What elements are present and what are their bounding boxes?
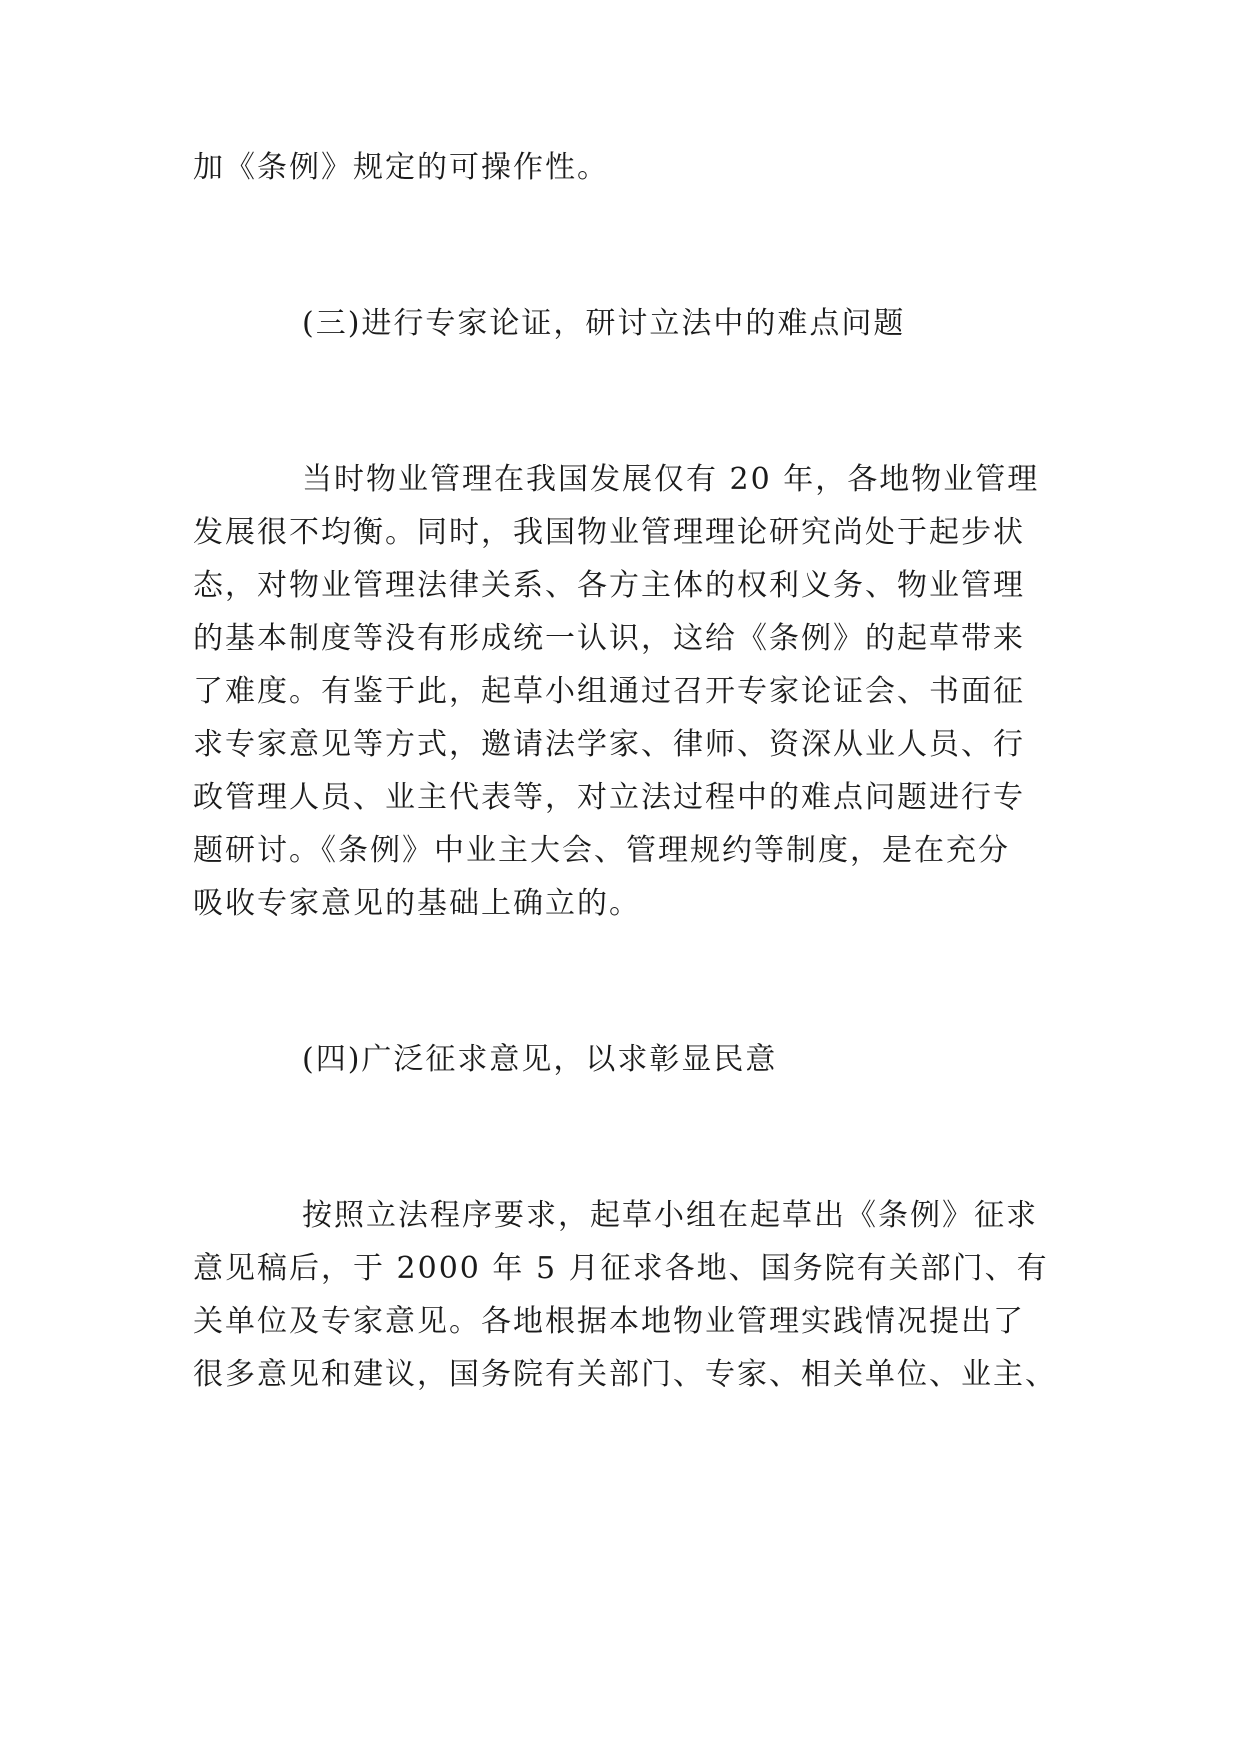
section-4-line-3: 关单位及专家意见。各地根据本地物业管理实践情况提出了 xyxy=(193,1304,1025,1339)
section-3-line-3: 态，对物业管理法律关系、各方主体的权利义务、物业管理 xyxy=(193,568,1025,603)
section-4-heading: (四)广泛征求意见，以求彰显民意 xyxy=(302,1042,778,1077)
section-3-line-5: 了难度。有鉴于此，起草小组通过召开专家论证会、书面征 xyxy=(193,674,1025,709)
continuation-line: 加《条例》规定的可操作性。 xyxy=(193,150,609,185)
section-3-line-2: 发展很不均衡。同时，我国物业管理理论研究尚处于起步状 xyxy=(193,515,1025,550)
section-4-line-1: 按照立法程序要求，起草小组在起草出《条例》征求 xyxy=(302,1198,1038,1233)
section-3-line-4: 的基本制度等没有形成统一认识，这给《条例》的起草带来 xyxy=(193,621,1025,656)
section-4-line-2: 意见稿后，于 2000 年 5 月征求各地、国务院有关部门、有 xyxy=(193,1251,1049,1286)
section-3-line-8: 题研讨。《条例》中业主大会、管理规约等制度，是在充分 xyxy=(193,833,1010,868)
section-3-line-7: 政管理人员、业主代表等，对立法过程中的难点问题进行专 xyxy=(193,780,1025,815)
section-3-line-1: 当时物业管理在我国发展仅有 20 年，各地物业管理 xyxy=(302,462,1040,497)
section-3-line-6: 求专家意见等方式，邀请法学家、律师、资深从业人员、行 xyxy=(193,727,1025,762)
section-4-line-4: 很多意见和建议，国务院有关部门、专家、相关单位、业主、 xyxy=(193,1357,1057,1392)
section-3-heading: (三)进行专家论证，研讨立法中的难点问题 xyxy=(302,306,906,341)
section-3-line-9: 吸收专家意见的基础上确立的。 xyxy=(193,886,641,921)
